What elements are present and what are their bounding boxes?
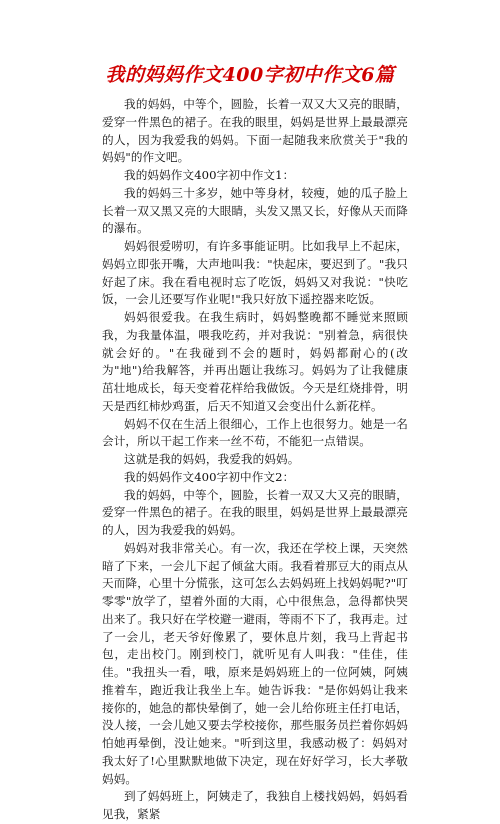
article-paragraph: 到了妈妈班上，阿姨走了，我独自上楼找妈妈，妈妈看见我，紧紧	[102, 789, 408, 821]
article-paragraph: 妈妈很爱我。在我生病时，妈妈整晚都不睡觉来照顾我，为我量体温，喂我吃药，并对我说："别着急，病很快就会好的。"在我碰到不会的题时，妈妈都耐心的(改为"地")给我解答，并再出题让我练习。妈妈为了让我健康茁壮地成长，每天变着花样给我做饭。今天是红烧排骨，明天是西红柿炒鸡蛋，后天不知道又会变出什么新花样。	[102, 310, 408, 413]
article-paragraph: 我的妈妈作文400字初中作文2：	[124, 469, 295, 484]
article-paragraph: 我的妈妈，中等个，圆脸，长着一双又大又亮的眼睛，爱穿一件黑色的裙子。在我的眼里，妈妈是世界上最最漂亮的人，因为我爱我的妈妈。	[102, 487, 408, 537]
article-paragraph: 我的妈妈三十多岁，她中等身材，较瘦，她的瓜子脸上长着一双又黑又亮的大眼睛，头发又黑又长，好像从天而降的瀑布。	[102, 185, 408, 236]
article-title: 我的妈妈作文400字初中作文6篇	[105, 64, 395, 86]
article-paragraph: 我的妈妈作文400字初中作文1：	[124, 168, 295, 182]
article-paragraph: 妈妈对我非常关心。有一次，我还在学校上课，天突然暗了下来，一会儿下起了倾盆大雨。我看着那豆大的雨点从天而降，心里十分慌张，这可怎么去妈妈班上找妈妈呢?"叮零零"放学了，望着外面的大雨，心中很焦急，急得都快哭出来了。我只好在学校避一避雨，等雨不下了，我再走。过了一会儿，老天爷好像累了，要休息片刻，我马上背起书包，走出校门。刚到校门，就听见有人叫我："佳佳，佳佳。"我扭头一看，哦，原来是妈妈班上的一位阿姨，阿姨推着车，跑近我让我坐上车。她告诉我："是你妈妈让我来接你的，她急的都快晕倒了，她一会儿给你班主任打电话，没人接，一会儿她又要去学校接你，那些服务员拦着你妈妈怕她再晕倒，没让她来。"听到这里，我感动极了：妈妈对我太好了!心里默默地做下决定，现在好好学习，长大孝敬妈妈。	[102, 540, 408, 786]
article-paragraph: 妈妈很爱唠叨，有许多事能证明。比如我早上不起床，妈妈立即张开嘴，大声地叫我："快起床，要迟到了。"我只好起了床。我在看电视时忘了吃饭，妈妈又对我说："快吃饭，一会儿还要写作业呢!"我只好放下遥控器来吃饭。	[102, 239, 408, 307]
article-body	[102, 96, 408, 824]
article-paragraph: 妈妈不仅在生活上很细心，工作上也很努力。她是一名会计，所以干起工作来一丝不苟，不能犯一点错误。	[102, 416, 408, 449]
article-paragraph: 这就是我的妈妈，我爱我的妈妈。	[124, 452, 300, 466]
article-paragraph: 我的妈妈，中等个，圆脸，长着一双又大又亮的眼睛，爱穿一件黑色的裙子。在我的眼里，妈妈是世界上最最漂亮的人，因为我爱我的妈妈。下面一起随我来欣赏关于"我的妈妈"的作文吧。	[102, 97, 408, 165]
